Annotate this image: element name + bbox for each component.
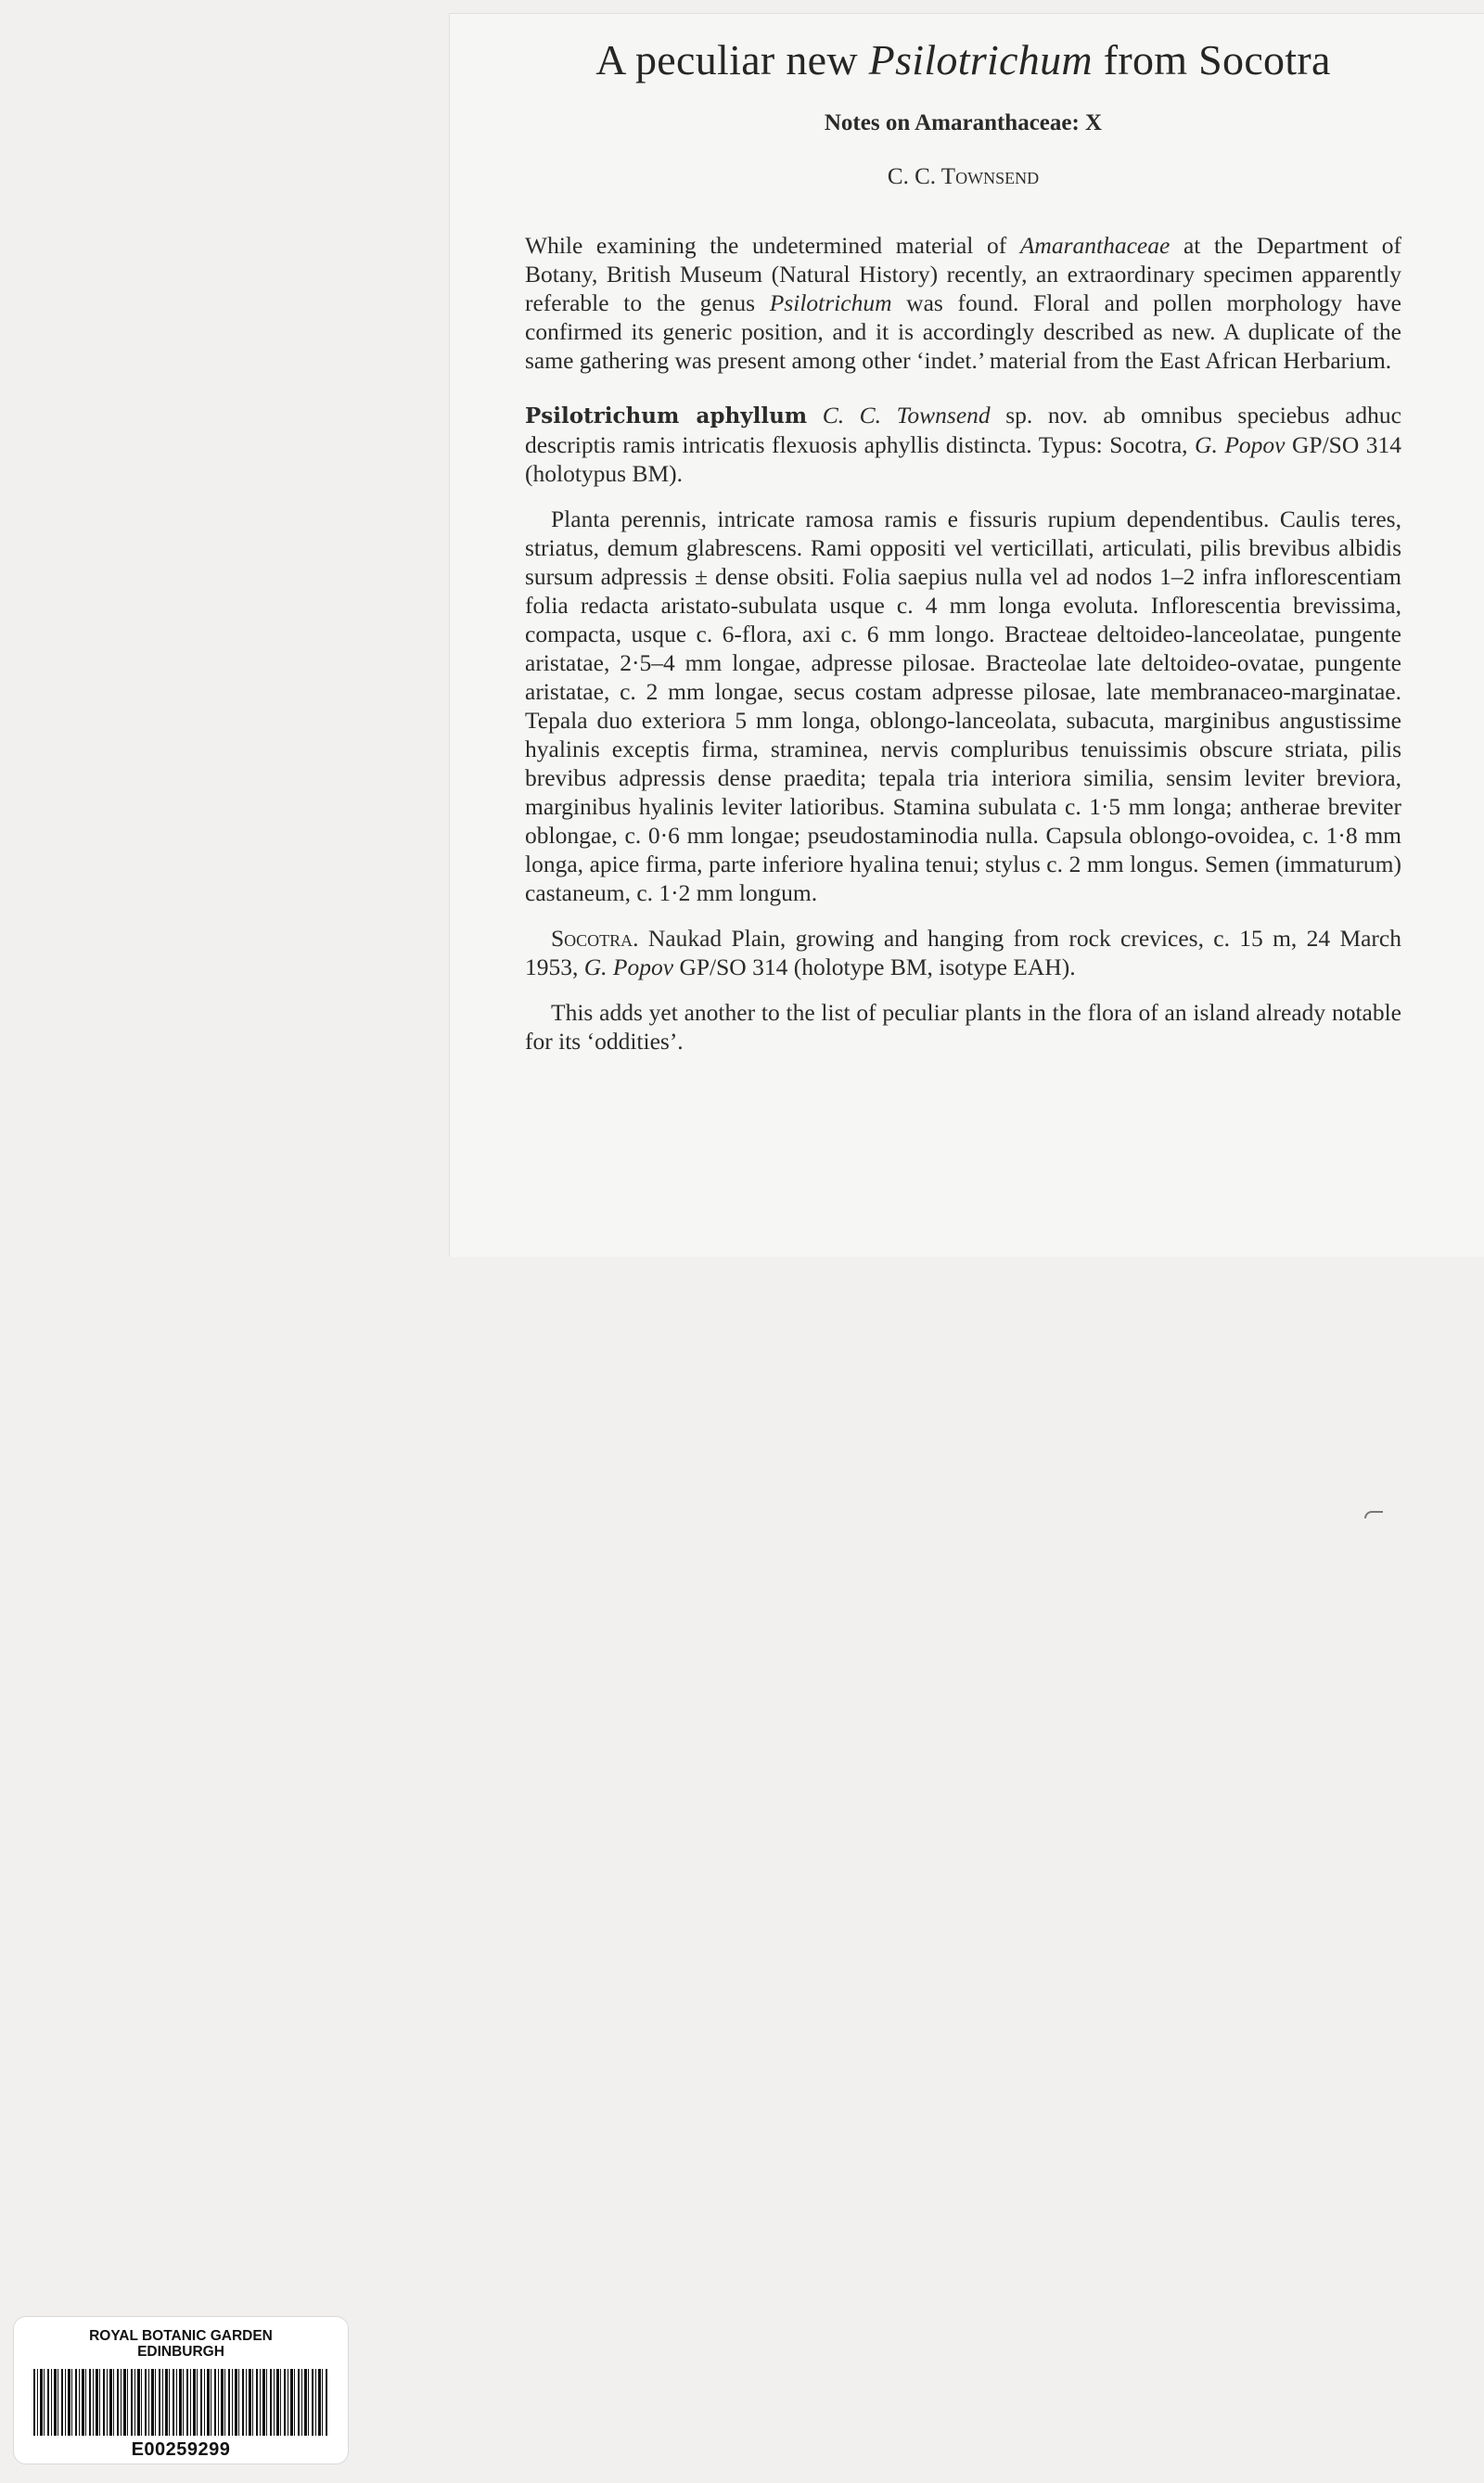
label-institution: ROYAL BOTANIC GARDEN xyxy=(89,2328,273,2344)
specimen-locality: Socotra. xyxy=(551,925,639,952)
taxon-authority: C. C. Townsend xyxy=(822,402,991,429)
label-city: EDINBURGH xyxy=(137,2344,224,2360)
title-genus: Psilotrichum xyxy=(868,36,1093,83)
article xyxy=(525,26,1401,1056)
intro-paragraph xyxy=(525,231,1401,375)
title-text: A peculiar new xyxy=(595,36,869,83)
specimen-text: GP/SO 314 (holotype BM, isotype EAH). xyxy=(673,954,1076,980)
diagnosis-collector: G. Popov xyxy=(1195,431,1286,458)
barcode xyxy=(33,2369,328,2436)
diagnosis-text: GP/SO 314 (holotypus BM). xyxy=(525,431,1402,487)
specimen-text: Naukad Plain, growing and hanging from rock crevices, c. 15 m, 24 March 1953, xyxy=(525,925,1401,980)
closing-paragraph: This adds yet another to the list of peculiar plants in the flora of an island already notable for its ‘oddities’. xyxy=(525,999,1401,1055)
article-subtitle: Notes on Amaranthaceae: X xyxy=(824,110,1103,135)
herbarium-label xyxy=(13,2316,349,2464)
taxon-name: Psilotrichum aphyllum xyxy=(525,403,808,429)
intro-family: Amaranthaceae xyxy=(1019,232,1171,259)
barcode-number: E00259299 xyxy=(131,2439,231,2460)
specimen-collector: G. Popov xyxy=(583,954,674,980)
intro-text: While examining the undetermined material of xyxy=(525,232,1020,259)
article-title xyxy=(525,35,1401,84)
intro-text: was found. Floral and pollen morphology have confirmed its generic position, and it is accordingly described as new. A duplicate of the same gathering was present among other ‘indet.’ material from the East African Herbarium. xyxy=(525,289,1401,374)
intro-genus: Psilotrichum xyxy=(769,289,892,316)
description-paragraph: Planta perennis, intricate ramosa ramis e fissuris rupium dependentibus. Caulis teres, striatus, demum glabrescens. Rami oppositi vel verticillati, articulati, pilis brevibus albidis sursum adpressis ± dense obsiti. Folia saepius nulla vel ad nodos 1–2 infra inflorescentiam folia redacta aristato-subulata usque c. 4 mm longa evoluta. Inflorescentia brevissima, compacta, usque c. 6-flora, axi c. 6 mm longo. Bracteae deltoideo-lanceolatae, pungente aristatae, 2·5–4 mm longae, adpresse pilosae. Bracteolae late deltoideo-ovatae, pungente aristatae, c. 2 mm longae, secus costam adpresse pilosae, late membranaceo-marginatae. Tepala duo exteriora 5 mm longa, oblongo-lanceolata, subacuta, marginibus angustissime hyalinis exceptis firma, straminea, nervis compluribus tenuissimis obscure striata, pilis brevibus adpressis dense praedita; tepala tria interiora similia, sensim leviter breviora, marginibus hyalinis leviter latioribus. Stamina subulata c. 1·5 mm longa; antherae breviter oblongae, c. 0·6 mm longae; pseudostaminodia nulla. Capsula oblongo-ovoidea, c. 1·8 mm longa, apice firma, parte inferiore hyalina tenui; stylus c. 2 mm longus. Semen (immaturum) castaneum, c. 1·2 mm longum. xyxy=(525,506,1401,906)
diagnosis-text: sp. nov. ab omnibus speciebus adhuc descriptis ramis intricatis flexuosis aphyllis distincta. Typus: Socotra, xyxy=(525,402,1401,458)
diagnosis-paragraph xyxy=(525,401,1401,488)
pencil-mark xyxy=(1364,1511,1383,1518)
article-author: C. C. Townsend xyxy=(887,164,1040,189)
title-text-end: from Socotra xyxy=(1092,36,1331,83)
specimen-paragraph xyxy=(525,924,1401,981)
intro-text: at the Department of Botany, British Museum (Natural History) recently, an extraordinary specimen apparently referable to the genus xyxy=(525,232,1402,316)
